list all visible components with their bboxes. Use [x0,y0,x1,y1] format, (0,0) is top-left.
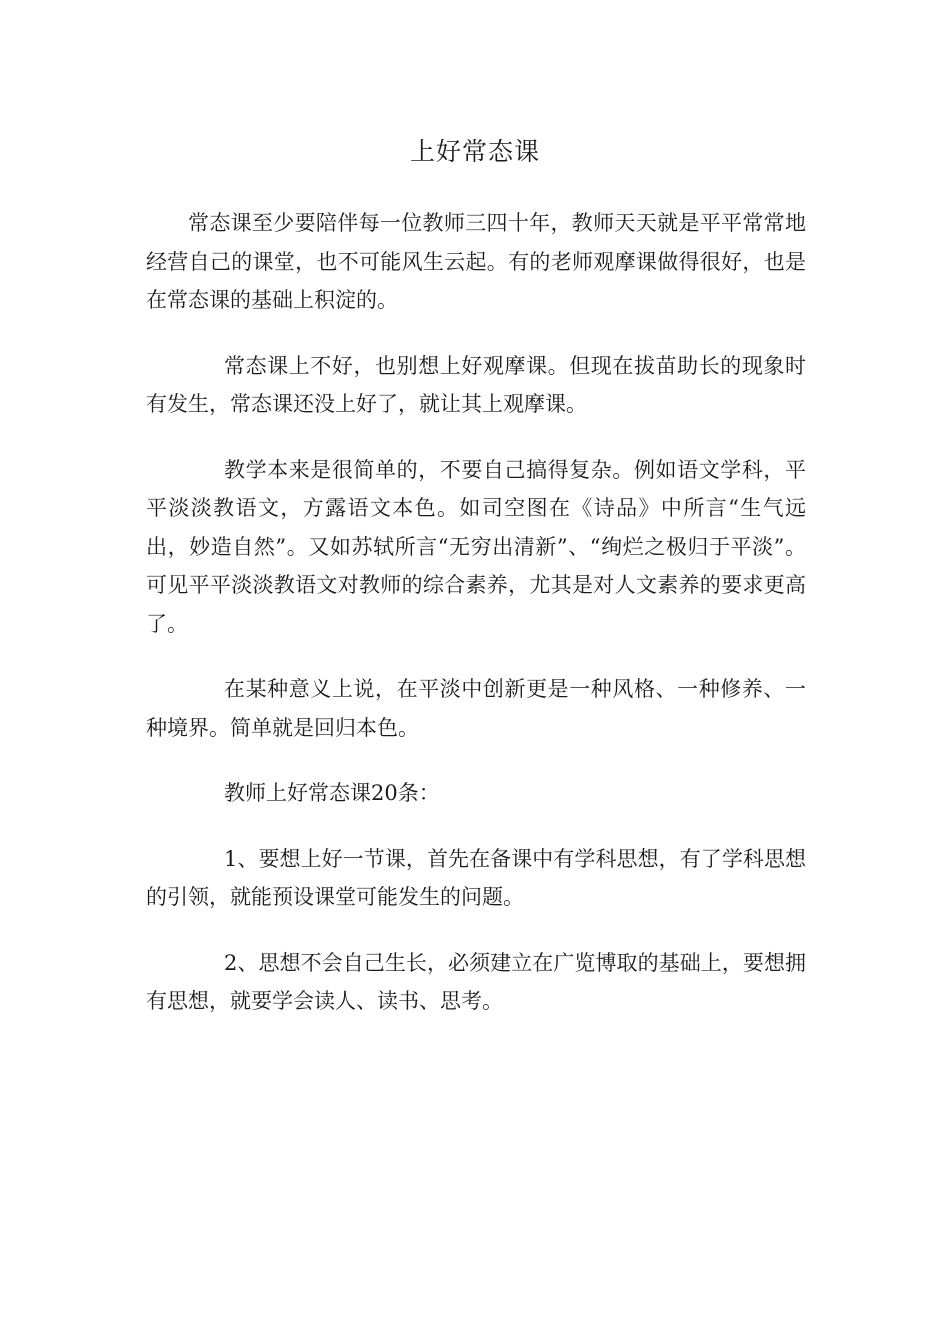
paragraph: 教师上好常态课20条： [224,781,440,805]
paragraph: 2、思想不会自己生长，必须建立在广览博取的基础上，要想拥有思想，就要学会读人、读书、思考。 [146,950,806,1013]
paragraph: 教学本来是很简单的，不要自己搞得复杂。例如语文学科，平平淡淡教语文，方露语文本色。如司空图在《诗品》中所言“生气远出，妙造自然”。又如苏轼所言“无穷出清新”、“绚烂之极归于平淡”。可见平平淡淡教语文对教师的综合素养，尤其是对人文素养的要求更高了。 [146,457,806,636]
paragraph: 常态课上不好，也别想上好观摩课。但现在拔苗助长的现象时有发生，常态课还没上好了，就让其上观摩课。 [146,353,806,416]
document-body [146,204,806,1048]
paragraph: 在某种意义上说，在平淡中创新更是一种风格、一种修养、一种境界。简单就是回归本色。 [146,677,806,740]
paragraph: 常态课至少要陪伴每一位教师三四十年，教师天天就是平平常常地经营自己的课堂，也不可能风生云起。有的老师观摩课做得很好，也是在常态课的基础上积淀的。 [146,211,806,312]
document-title: 上好常态课 [409,137,540,166]
paragraph: 1、要想上好一节课，首先在备课中有学科思想，有了学科思想的引领，就能预设课堂可能发生的问题。 [146,846,806,909]
